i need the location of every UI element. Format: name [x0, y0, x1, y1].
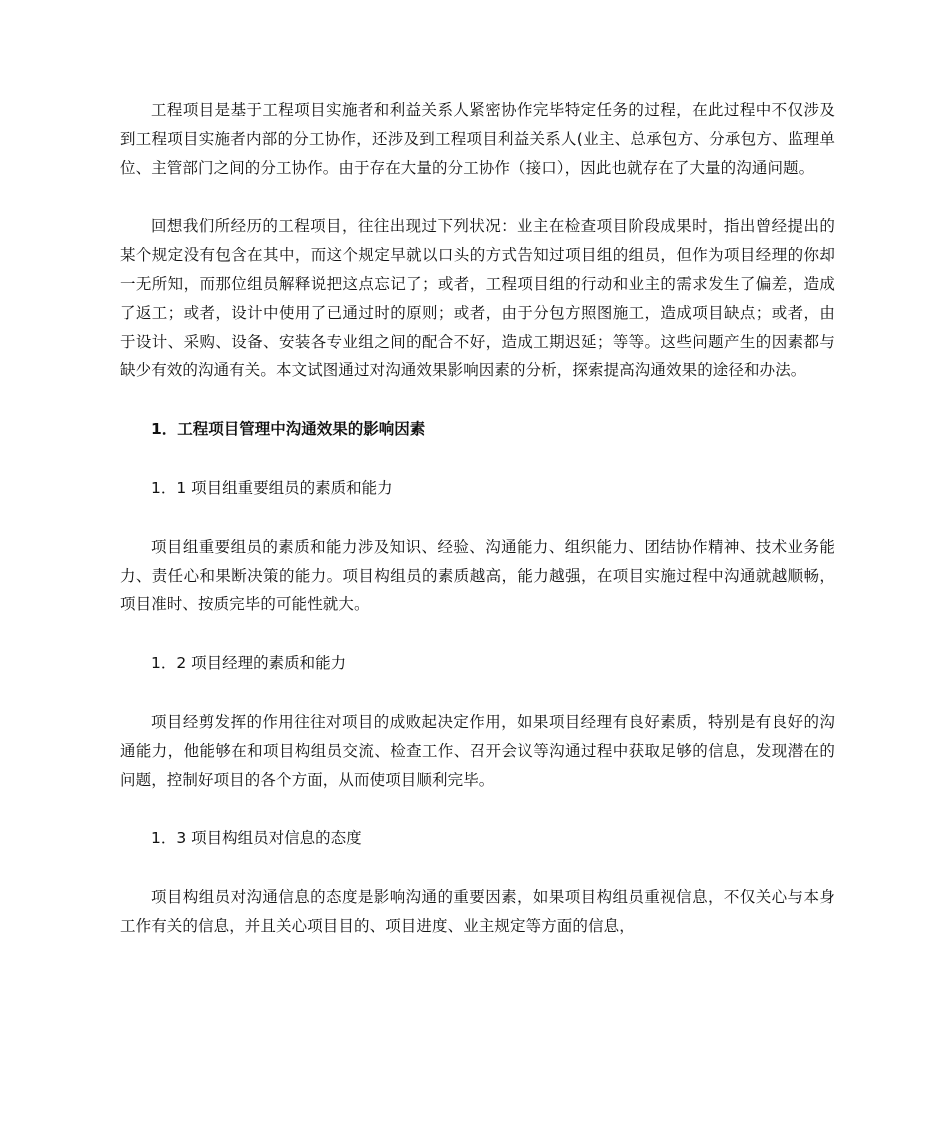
paragraph-situations: 回想我们所经历的工程项目，往往出现过下列状况：业主在检查项目阶段成果时，指出曾经提出的某个规定没有包含在其中，而这个规定早就以口头的方式告知过项目组的组员，但作为项目经理的你却一无所知，而那位组员解释说把这点忘记了；或者，工程项目组的行动和业主的需求发生了偏差，造成了返工；或者，设计中使用了已通过时的原则；或者，由于分包方照图施工，造成项目缺点；或者，由于设计、采购、设备、安装各专业组之间的配合不好，造成工期迟延；等等。这些问题产生的因素都与缺少有效的沟通有关。本文试图通过对沟通效果影响因素的分析，探索提高沟通效果的途径和办法。 [120, 217, 835, 380]
spacer [120, 503, 835, 533]
section-heading-1: 1．工程项目管理中沟通效果的影响因素 [151, 420, 426, 439]
spacer [120, 444, 835, 474]
subsection-heading-1-1: 1．1 项目组重要组员的素质和能力 [151, 478, 393, 497]
paragraph-manager-quality: 项目经剪发挥的作用往往对项目的成败起决定作用，如果项目经理有良好素质，特别是有良好的沟通能力，他能够在和项目构组员交流、检查工作、召开会议等沟通过程中获取足够的信息，发现潜在的问题，控制好项目的各个方面，从而使项目顺利完毕。 [120, 712, 835, 789]
spacer [120, 385, 835, 415]
paragraph-team-quality: 项目组重要组员的素质和能力涉及知识、经验、沟通能力、组织能力、团结协作精神、技术业务能力、责任心和果断决策的能力。项目构组员的素质越高，能力越强，在项目实施过程中沟通就越顺畅，项目准时、按质完毕的可能性就大。 [120, 537, 835, 614]
spacer [120, 678, 835, 708]
paragraph-intro: 工程项目是基于工程项目实施者和利益关系人紧密协作完毕特定任务的过程，在此过程中不仅涉及到工程项目实施者内部的分工协作，还涉及到工程项目利益关系人(业主、总承包方、分承包方、监理单位、主管部门之间的分工协作。由于存在大量的分工协作（接口），因此也就存在了大量的沟通问题。 [120, 101, 835, 177]
subsection-heading-1-2: 1．2 项目经理的素质和能力 [151, 654, 347, 673]
paragraph-info-attitude: 项目构组员对沟通信息的态度是影响沟通的重要因素，如果项目构组员重视信息，不仅关心与本身工作有关的信息，并且关心项目目的、项目进度、业主规定等方面的信息， [120, 888, 835, 935]
spacer [120, 182, 835, 212]
spacer [120, 619, 835, 649]
spacer [120, 794, 835, 824]
spacer [120, 853, 835, 883]
subsection-heading-1-3: 1．3 项目构组员对信息的态度 [151, 829, 362, 848]
document-page [120, 96, 835, 941]
